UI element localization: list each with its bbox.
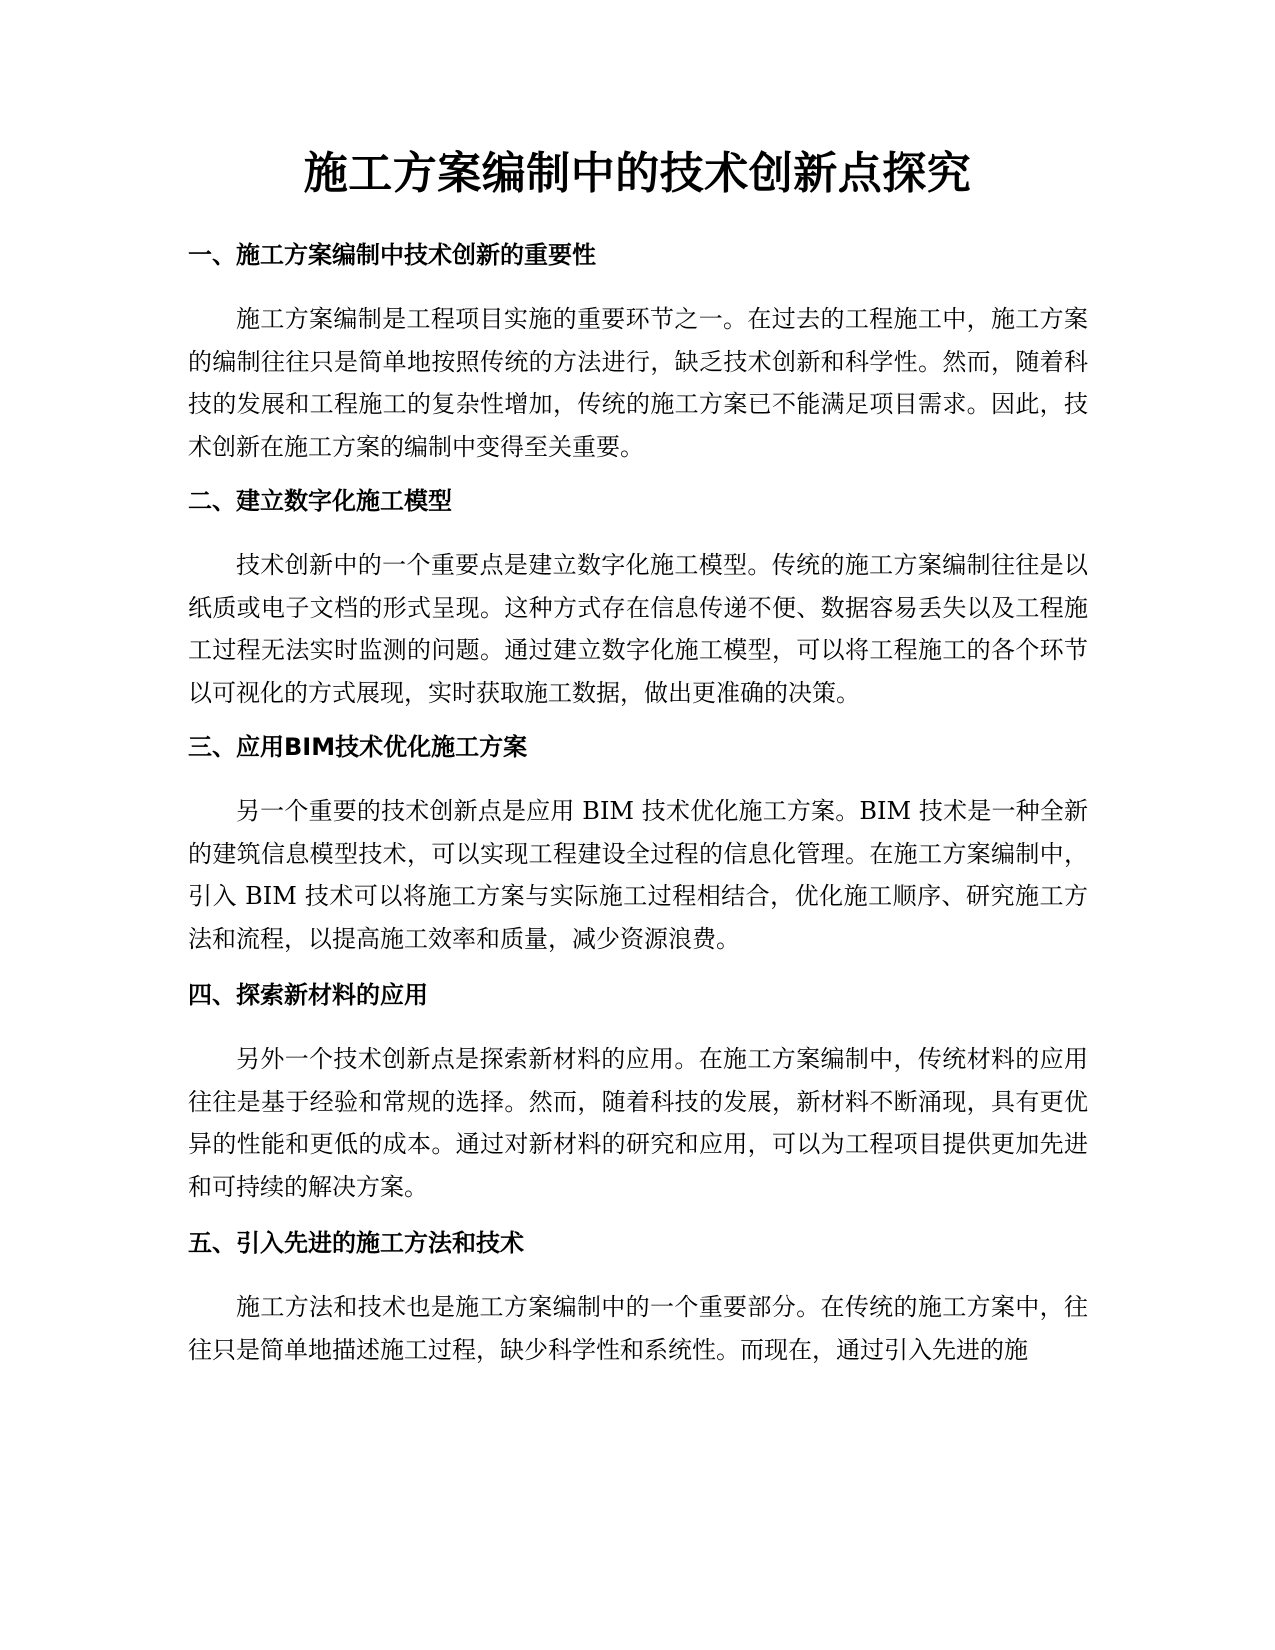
section-paragraph: 施工方法和技术也是施工方案编制中的一个重要部分。在传统的施工方案中，往往只是简单地描述施工过程，缺少科学性和系统性。而现在，通过引入先进的施 xyxy=(188,1293,1088,1364)
section-heading: 三、应用BIM技术优化施工方案 xyxy=(188,733,528,761)
section-bim xyxy=(188,730,1088,960)
section-paragraph: 技术创新中的一个重要点是建立数字化施工模型。传统的施工方案编制往往是以纸质或电子文档的形式呈现。这种方式存在信息传递不便、数据容易丢失以及工程施工过程无法实时监测的问题。通过建立数字化施工模型，可以将工程施工的各个环节以可视化的方式展现，实时获取施工数据，做出更准确的决策。 xyxy=(188,551,1088,707)
section-heading: 四、探索新材料的应用 xyxy=(188,981,428,1009)
section-new-materials xyxy=(188,978,1088,1208)
section-digital-model xyxy=(188,484,1088,714)
section-advanced-methods xyxy=(188,1226,1088,1371)
section-importance xyxy=(188,238,1088,468)
section-paragraph: 另外一个技术创新点是探索新材料的应用。在施工方案编制中，传统材料的应用往往是基于经验和常规的选择。然而，随着科技的发展，新材料不断涌现，具有更优异的性能和更低的成本。通过对新材料的研究和应用，可以为工程项目提供更加先进和可持续的解决方案。 xyxy=(188,1045,1088,1201)
section-heading: 五、引入先进的施工方法和技术 xyxy=(188,1229,524,1257)
section-heading: 一、施工方案编制中技术创新的重要性 xyxy=(188,241,596,269)
section-paragraph: 另一个重要的技术创新点是应用 BIM 技术优化施工方案。BIM 技术是一种全新的建筑信息模型技术，可以实现工程建设全过程的信息化管理。在施工方案编制中，引入 BIM 技术可以将施工方案与实际施工过程相结合，优化施工顺序、研究施工方法和流程，以提高施工效率和质量，减少资源浪费。 xyxy=(188,797,1088,953)
section-paragraph: 施工方案编制是工程项目实施的重要环节之一。在过去的工程施工中，施工方案的编制往往只是简单地按照传统的方法进行，缺乏技术创新和科学性。然而，随着科技的发展和工程施工的复杂性增加，传统的施工方案已不能满足项目需求。因此，技术创新在施工方案的编制中变得至关重要。 xyxy=(188,305,1088,461)
section-heading: 二、建立数字化施工模型 xyxy=(188,487,452,515)
document-title: 施工方案编制中的技术创新点探究 xyxy=(303,148,972,199)
